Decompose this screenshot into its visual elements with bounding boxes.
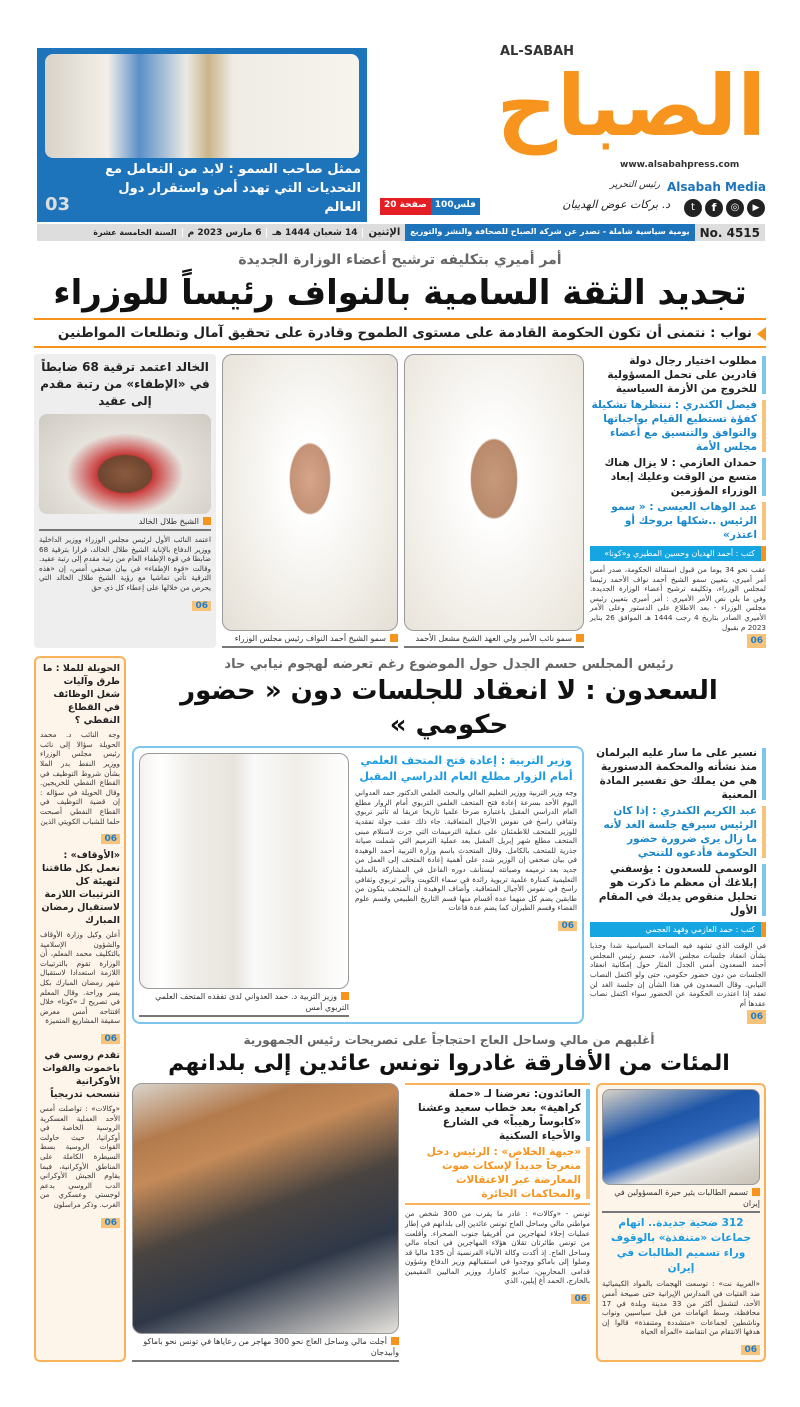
museum-body: وجه وزير التربية ووزير التعليم العالي والبحث العلمي الدكتور حمد العدواني اليوم الأحد بسرعة إعادة فتح المتحف العلمي التربوي أمام الزوار مطلع العام الدراسي المقبل باعتباره صرحا علميا تاريخا عريقا له تأثير تربوي وثقافي راسخ في نفوس الأجيال المتعاقبة. جاء ذلك عقب جولة تفقدية للوزير للمتحف للاطمئنان على عملية الترميمات التي جرت لاستلام مبنى المتحف مطلع شهر إبريل المقبل بعد عملية الترميم التي شملت صيانة جذرية للمتحف بالكامل. وقال المتحدث باسم وزارة التربية أحمد الوهيدة في بيان صحفي إن الوزير شدد على أهمية إعادة المتحف إلى العمل من جديد بعد ترميمه وصيانته ليستأنف دوره الفاعل في المشاركة بالعملية التعليمية كمنارة علمية تربوية رائدة في سماء الكويت وتأثير تربوي وثقافي راسخ في نفوس الأجيال المتعاقبة. وأضاف الوهيدة أن المتحف يتكون من طابقين يضم كل منهما عدة أقسام منها قسم التاريخ الطبيعي وقسم علوم الفضاء وقسم الطيران كما يضم عدة قاعات bbox=[355, 788, 577, 913]
saadoun-kicker: رئيس المجلس حسم الجدل حول الموضوع رغم تعرضه لهجوم نيابي حاد bbox=[224, 657, 674, 673]
content bbox=[34, 250, 766, 1362]
byline: كتب : أحمد الهديان وحسين المطيري و«كونا» bbox=[590, 546, 766, 561]
museum-photo-block bbox=[139, 753, 349, 1017]
saadoun-headline[interactable]: السعدون : لا انعقاد للجلسات دون « حضور حكومي » bbox=[180, 676, 718, 741]
day: الإثنين bbox=[368, 227, 401, 238]
bullet: «جبهة الخلاص» : الرئيس دخل منعرجاً جديداً لإسكات صوت المعارضة عبر الاعتقالات والمحاكمات الجائرة bbox=[405, 1145, 590, 1201]
top-story-box[interactable] bbox=[37, 48, 367, 222]
page-count: 20 صفحة bbox=[380, 198, 431, 215]
lower-area bbox=[34, 656, 766, 1362]
sidebar-body: «وكالات» : تواصلت أمس الأحد العملية العسكرية الروسية الخاصة في أوكرانيا، حيث حاولت القوات الروسية بسط السيطرة الكاملة على المناطق الأوكرانية، فيما يقاوم الجيش الأوكراني الدب الروسي بدعم لوجستي وعسكري من الغرب. وذكر مراسلون bbox=[40, 1104, 120, 1209]
photo-hospital bbox=[602, 1089, 760, 1185]
caption: وزير التربية د. حمد العدواني لدى تفقده المتحف العلمي التربوي أمس bbox=[139, 989, 349, 1017]
photo-talal-khaled bbox=[39, 414, 211, 514]
lead-sub-text: نواب : نتمنى أن تكون الحكومة القادمة على مستوى الطموح وقادرة على تحقيق آمال وتطلعات المواطنين bbox=[57, 325, 752, 341]
volume-year: السنة الخامسة عشرة bbox=[88, 228, 182, 237]
bullet: عبد الكريم الكندري : إذا كان الرئيس سيرفع جلسة الغد لأنه ما زال يرى ضرورة حضور الحكومة فأدعوه للتنحي bbox=[590, 804, 766, 860]
caption: سمو الشيخ أحمد النواف رئيس مجلس الوزراء bbox=[222, 631, 398, 648]
bullet: مطلوب اختيار رجال دولة قادرين على تحمل المسؤولية للخروج من الأزمة السياسية bbox=[590, 354, 766, 396]
date-bar bbox=[37, 224, 765, 241]
logo-arabic: الصباح bbox=[496, 57, 766, 155]
page-ref[interactable]: 06 bbox=[747, 634, 766, 648]
page-ref[interactable]: 06 bbox=[101, 834, 120, 844]
saadoun-body: في الوقت الذي تشهد فيه الساحة السياسية شدا وجذبا بشأن انعقاد جلسات مجلس الأمة، حسم رئيس المجلس أحمد السعدون أمس الجدل المثار حول إمكانية انعقاد الجلسات من دون حضور حكومي، حتى ولو اكتمل النصاب النيابي. وقال السعدون في هذا الشأن إن جلسة الغد لن تعقد إذا اعتذرت الحكومة عن الحضور سواء اكتمل نصاب عقدها أم bbox=[590, 941, 766, 1008]
logo-english: AL-SABAH bbox=[500, 44, 575, 59]
facebook-icon[interactable]: f bbox=[705, 199, 723, 217]
social-icons bbox=[684, 199, 765, 217]
price: 100فلس bbox=[431, 198, 480, 215]
lead-row bbox=[34, 354, 766, 648]
khaled-headline[interactable]: الخالد اعتمد ترقية 68 ضابطاً في «الإطفاء» من رتبة مقدم إلى عقيد bbox=[40, 360, 210, 408]
iran-body: «العربية نت» : توسعت الهجمات بالمواد الكيميائية ضد الفتيات في المدارس الإيرانية حتى صبيحة أمس الأحد، لتشمل أكثر من 33 مدينة وبلدة في 17 محافظة، وسط اتهامات من قبل سياسيين ونواب وناشطين لجماعات «متشددة ومتنفذة» قالوا إن هدفها الانتقام من انتفاضة «المرأة الحياة bbox=[602, 1279, 760, 1337]
tunisia-photo-block bbox=[132, 1083, 399, 1362]
caption: تسمم الطالبات يثير حيرة المسؤولين في إيران bbox=[602, 1185, 760, 1213]
page-ref[interactable]: 06 bbox=[558, 921, 577, 931]
sidebar-headline[interactable]: الحويلة للملا : ما طرق وآليات شغل الوظائف في القطاع النفطي ؟ bbox=[42, 663, 120, 727]
page-ref[interactable]: 06 bbox=[571, 1294, 590, 1304]
iran-headline[interactable]: 312 ضحية جديدة.. اتهام جماعات «متنفذة» بالوقوف وراء تسميم الطالبات في إيران bbox=[610, 1217, 752, 1275]
lead-body: عقب نحو 34 يوما من قبول استقالة الحكومة، صدر أمس أمر أميري، بتعيين سمو الشيخ أحمد نواف الأحمد رئيسا لمجلس الوزراء، وتكليفه ترشيح أعضاء الوزارة الجديدة. وفي ما يلي نص الأمر الأميري : أمر أميري بتعيين رئيس مجلس الوزراء - بعد الاطلاع على الدستور وعلى الأمر الأميري الصادر بتاريخ 4 رجب 1444 هـ الموافق 26 يناير 2023 م بقبول bbox=[590, 565, 767, 632]
sidebar-headline[interactable]: «الأوقاف» : نعمل بكل طاقتنا لتهيئة كل الترتيبات اللازمة لاستقبال رمضان المبارك bbox=[41, 850, 120, 927]
youtube-icon[interactable]: ▶ bbox=[747, 199, 765, 217]
tunisia-headline[interactable]: المئات من الأفارقة غادروا تونس عائدين إلى بلدانهم bbox=[168, 1051, 730, 1077]
tunisia-row bbox=[132, 1083, 766, 1362]
museum-headline[interactable]: وزير التربية : إعادة فتح المتحف العلمي أمام الزوار مطلع العام الدراسي المقبل bbox=[359, 754, 573, 784]
photo-migrants-plane bbox=[132, 1083, 399, 1334]
museum-text bbox=[355, 753, 577, 1017]
saadoun-row bbox=[132, 746, 766, 1024]
byline: كتب : حمد العازمي وفهد العجمي bbox=[590, 922, 766, 937]
tunisia-body: تونس - «وكالات» : غادر ما يقرب من 300 شخص من مواطني مالي وساحل العاج تونس عائدين إلى بلدانهم في إطار عمليات إجلاء لمهاجرين من أفريقيا جنوب الصحراء. وأقلعت من تونس طائرتان تقلان هؤلاء المهاجرين في اتجاه مالي وساحل العاج. إذ أكدت وكالة الأنباء الفرنسية أن 135 ماليا قد وصلوا إلى باماكو ووجدوا في استقبالهم وزير الدفاع وشؤون قدامى المحاربين، ساديو كامارا، ووزير الماليين المقيمين بالخارج، الحمد أغ إيلين، الذي bbox=[405, 1209, 591, 1286]
tunisia-bullets bbox=[405, 1083, 590, 1205]
bullet: الوسمي للسعدون : يؤسفني إبلاغك أن معظم ما ذكرت هو تحليل منقوص يديك في المقام الأول bbox=[590, 862, 766, 918]
caption: الشيخ طلال الخالد bbox=[39, 514, 211, 531]
museum-box bbox=[132, 746, 584, 1024]
crown-prince-photo-block bbox=[404, 354, 584, 648]
khaled-body: اعتمد النائب الأول لرئيس مجلس الوزراء ووزير الداخلية ووزير الدفاع بالإنابة الشيخ طلال الخالد، قرارا بترقية 68 ضابطا في قوة الإطفاء العام من رتبة مقدم إلى رتبة عقيد. وقالت «قوة الإطفاء» في بيان صحفي أمس، إن «هذه الترقية تأتي تماشيا مع رؤية الشيخ طلال الخالد التي يحرص من خلالها على إعطاء كل ذي حق bbox=[39, 535, 211, 592]
twitter-icon[interactable]: t bbox=[684, 199, 702, 217]
lead-kicker: أمر أميري بتكليفه ترشيح أعضاء الوزارة الجديدة bbox=[238, 252, 562, 268]
top-story-page: 03 bbox=[45, 194, 71, 215]
editor-signature: د. بركات عوض الهديبان bbox=[562, 198, 670, 211]
left-sidebar bbox=[34, 656, 126, 1362]
khaled-box bbox=[34, 354, 216, 648]
bullet: حمدان العازمي : لا يزال هناك متسع من الوقت وعليك إبعاد الوزراء المؤزمين bbox=[590, 456, 766, 498]
gregorian-date: 6 مارس 2023 م bbox=[183, 228, 268, 238]
lead-subheadline bbox=[34, 318, 766, 348]
price-badge bbox=[380, 198, 480, 215]
page-ref[interactable]: 06 bbox=[192, 601, 211, 611]
page-ref[interactable]: 06 bbox=[101, 1218, 120, 1228]
saadoun-bullets bbox=[590, 746, 766, 1024]
prime-minister-photo-block bbox=[222, 354, 398, 648]
photo-prime-minister bbox=[222, 354, 398, 631]
lower-main bbox=[132, 656, 766, 1362]
issue-number: No. 4515 bbox=[699, 225, 760, 240]
logo bbox=[380, 52, 766, 158]
bullet: العائدون: تعرضنا لـ «حملة كراهية» بعد خطاب سعيد وعشنا «كابوساً رهيباً» في الشارع والأحياء السكنية bbox=[405, 1087, 590, 1143]
media-label: Alsabah Media bbox=[667, 180, 766, 194]
iran-box bbox=[596, 1083, 766, 1362]
top-story-headline: ممثل صاحب السمو : لابد من التعامل مع التحديات التي تهدد أمن واستقرار دول العالم bbox=[105, 162, 361, 215]
sidebar-body: أعلن وكيل وزارة الأوقاف والشؤون الإسلامية بالتكليف محمد المعلم، أن الوزارة تقوم بالترتيبات اللازمة استعدادا لاستقبال شهر رمضان المبارك بكل يسر وراحة. وقال المعلم في تصريح لـ «كونا» خلال افتتاحه أمس معرض سقيفة المشاريع المتميزة bbox=[40, 930, 120, 1026]
hijri-date: 14 شعبان 1444 هـ bbox=[267, 228, 363, 238]
photo-crown-prince bbox=[404, 354, 584, 631]
page-ref[interactable]: 06 bbox=[741, 1345, 760, 1355]
sidebar-headline[interactable]: تقدم روسي في باخموت والقوات الأوكرانية تنسحب تدريجياً bbox=[42, 1050, 120, 1101]
lead-headline[interactable]: تجديد الثقة السامية بالنواف رئيساً للوزراء bbox=[53, 273, 747, 313]
bullet: فيصل الكندري : ننتظرها تشكيلة كفؤة تستطيع القيام بواجباتها والتوافق والتنسيق مع أعضاء مجلس الأمة bbox=[590, 398, 766, 454]
photo-museum-visit bbox=[139, 753, 349, 989]
caption: سمو نائب الأمير ولي العهد الشيخ مشعل الأحمد bbox=[404, 631, 584, 648]
bullet: نسير على ما سار عليه البرلمان منذ نشأته والمحكمة الدستورية هي من يملك حق تفسير المادة المعنية bbox=[590, 746, 766, 802]
website-url[interactable]: www.alsabahpress.com bbox=[620, 160, 740, 170]
sidebar-body: وجه النائب د. محمد الحويلة سؤالا إلى نائب رئيس مجلس الوزراء ووزير النفط بدر الملا بشأن شروط التوظيف في القطاع النفطي للخريجين. وقال الحويلة في سؤاله : إن قضية التوظيف في القطاع النفطي أصبحت حلما للشباب الكويتي الذين bbox=[40, 730, 120, 826]
bullet: عبد الوهاب العيسى : « سمو الرئيس ..شكلها بروحك أو اعتذر» bbox=[590, 500, 766, 542]
caption: أجلت مالي وساحل العاج نحو 300 مهاجر من رعاياها في تونس نحو باماكو وأبيدجان bbox=[132, 1334, 399, 1362]
tagline: يومية سياسية شاملة - تصدر عن شركة الصباح للصحافة والنشر والتوزيع bbox=[405, 224, 694, 241]
top-story-photo bbox=[45, 54, 359, 158]
instagram-icon[interactable]: ◎ bbox=[726, 199, 744, 217]
page-ref[interactable]: 06 bbox=[747, 1010, 766, 1024]
tunisia-kicker: أغلبهم من مالي وساحل العاج احتجاجاً على تصريحات رئيس الجمهورية bbox=[243, 1033, 655, 1048]
lead-bullets bbox=[590, 354, 766, 648]
tunisia-column bbox=[405, 1083, 590, 1362]
arrow-icon bbox=[757, 327, 766, 341]
editor-title: رئيس التحرير bbox=[609, 180, 660, 190]
page-ref[interactable]: 06 bbox=[101, 1034, 120, 1044]
